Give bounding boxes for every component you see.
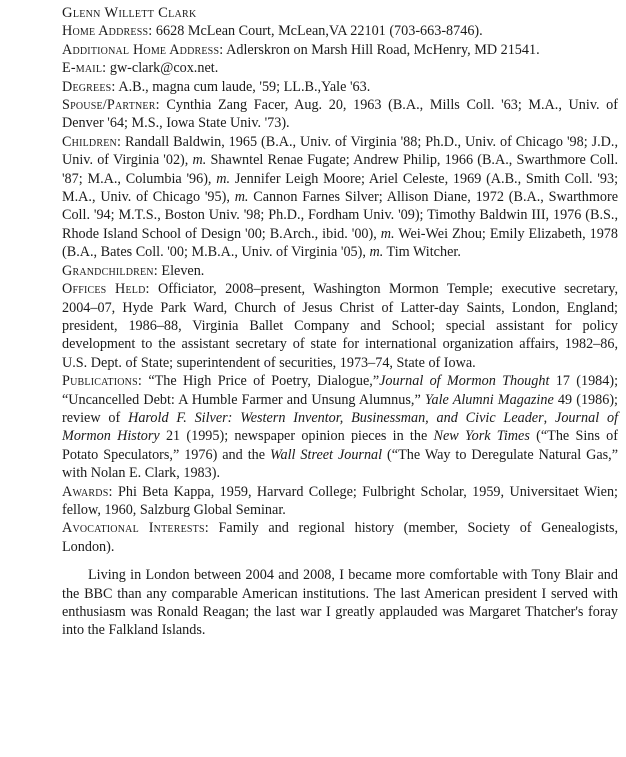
publication-text-3: 49 (1986); review of [62, 391, 618, 426]
children-text-4: Cannon Farnes Silver; Allison Diane, 1972 (B.A., Swarthmore Coll. '94; M.T.S., Boston Univ. '98; Ph.D., Fordham Univ. '09); Timothy Baldwin III, 1976 (B.S., Rhode Island School of Design '00; B.Arch., ibid. '00), [62, 189, 618, 242]
avocational-value: Family and regional history (member, Society of Genealogists, London). [62, 520, 619, 555]
additional-home-address-label: Additional Home Address: [62, 41, 224, 58]
journal-title-2: Yale Alumni Magazine [424, 391, 554, 408]
married-abbrev-4: m. [380, 225, 395, 242]
personal-essay: Living in London between 2004 and 2008, I became more comfortable with Tony Blair and the BBC than any comparable American institutions. The last American president I served with enthusiasm was Ronald Reagan; the last war I greatly applauded was Margaret Thatcher's foray into the Falkland Islands. [62, 567, 618, 639]
spouse-value: Cynthia Zang Facer, Aug. 20, 1963 (B.A., Mills Coll. '63; M.A., Univ. of Denver '64; M.S., Iowa State Univ. '73). [62, 97, 619, 132]
email-value: gw-clark@cox.net. [109, 60, 219, 77]
book-title-3: Harold F. Silver: Western Inventor, Businessman, and Civic Leader [128, 409, 544, 426]
newspaper-title-5: New York Times [433, 428, 530, 445]
journal-title-4: Journal of Mormon History [62, 409, 619, 445]
children-text-1: Randall Baldwin, 1965 (B.A., Univ. of Virginia '88; Ph.D., Univ. of Chicago '98; J.D., Univ. of Virginia '02), [62, 133, 619, 169]
children-text-6: Tim Witcher. [386, 244, 461, 261]
children-text-5: Wei-Wei Zhou; Emily Elizabeth, 1978 (B.A., Bates Coll. '00; M.B.A., Univ. of Virginia '05), [62, 225, 618, 261]
children-label: Children: [62, 133, 122, 150]
additional-home-address-value: Adlerskron on Marsh Hill Road, McHenry, MD 21541. [226, 41, 540, 58]
journal-title-1: Journal of Mormon Thought [379, 373, 550, 390]
children-text-2: Shawntel Renae Fugate; Andrew Philip, 1966 (B.A., Swarthmore Coll. '87; M.A., Columbia '96), [62, 152, 619, 187]
grandchildren-entry [62, 262, 618, 280]
alumni-entry [62, 4, 618, 654]
grandchildren-value: Eleven. [161, 262, 205, 279]
married-abbrev-5: m. [369, 244, 384, 261]
additional-home-address-entry [62, 41, 618, 59]
publication-text-4: , [543, 409, 548, 426]
offices-entry [62, 280, 618, 372]
children-text-3: Jennifer Leigh Moore; Ariel Celeste, 1969 (A.B., Smith Coll. '93; M.A., Univ. of Chicago '95), [62, 170, 619, 206]
entry-name-line [62, 4, 618, 22]
email-label: E-mail: [62, 60, 107, 77]
publication-text-2: 17 (1984); “Uncancelled Debt: A Humble Farmer and Unsung Alumnus,” [62, 373, 619, 408]
publications-label: Publications: [62, 373, 142, 390]
degrees-value: A.B., magna cum laude, '59; LL.B.,Yale '63. [118, 78, 371, 95]
awards-value: Phi Beta Kappa, 1959, Harvard College; Fulbright Scholar, 1959, Universitaet Wien; fellow, 1960, Salzburg Global Seminar. [62, 483, 619, 518]
married-abbrev-2: m. [216, 170, 231, 187]
email-entry [62, 59, 618, 77]
offices-label: Offices Held: [62, 281, 150, 298]
awards-entry [62, 483, 618, 520]
publication-text-1: “The High Price of Poetry, Dialogue,” [148, 373, 380, 390]
home-address-value: 6628 McLean Court, McLean,VA 22101 (703-663-8746). [155, 23, 483, 40]
avocational-entry [62, 519, 618, 556]
alumnus-name: Glenn Willett Clark [62, 5, 197, 21]
grandchildren-label: Grandchildren: [62, 262, 158, 279]
newspaper-title-6: Wall Street Journal [269, 446, 383, 463]
married-abbrev-3: m. [234, 189, 249, 206]
home-address-entry [62, 22, 618, 40]
degrees-entry [62, 78, 618, 96]
publication-text-6: (“The Sins of Potato Speculators,” 1976) and the [62, 428, 618, 463]
publications-entry [62, 372, 618, 482]
spouse-entry [62, 96, 618, 133]
publication-text-7: (“The Way to Deregulate Natural Gas,” with Nolan E. Clark, 1983). [62, 446, 618, 482]
offices-value: Officiator, 2008–present, Washington Mormon Temple; executive secretary, 2004–07, Hyde Park Ward, Church of Jesus Christ of Latter-day Saints, London, England; president, 1986–88, Virginia Ballet Company and School; special assistant for policy development to the assistant secretary of state for international organization affairs, 1982–86, U.S. Dept. of State; superintendent of securities, 1973–74, State of Iowa. [62, 281, 619, 371]
married-abbrev-1: m. [192, 152, 207, 169]
home-address-label: Home Address: [62, 23, 153, 40]
spouse-label: Spouse/Partner: [62, 97, 160, 114]
avocational-label: Avocational Interests: [62, 520, 209, 537]
awards-label: Awards: [62, 483, 113, 500]
degrees-label: Degrees: [62, 78, 116, 95]
publication-text-5: 21 (1995); newspaper opinion pieces in the [165, 428, 428, 445]
children-entry [62, 133, 618, 262]
